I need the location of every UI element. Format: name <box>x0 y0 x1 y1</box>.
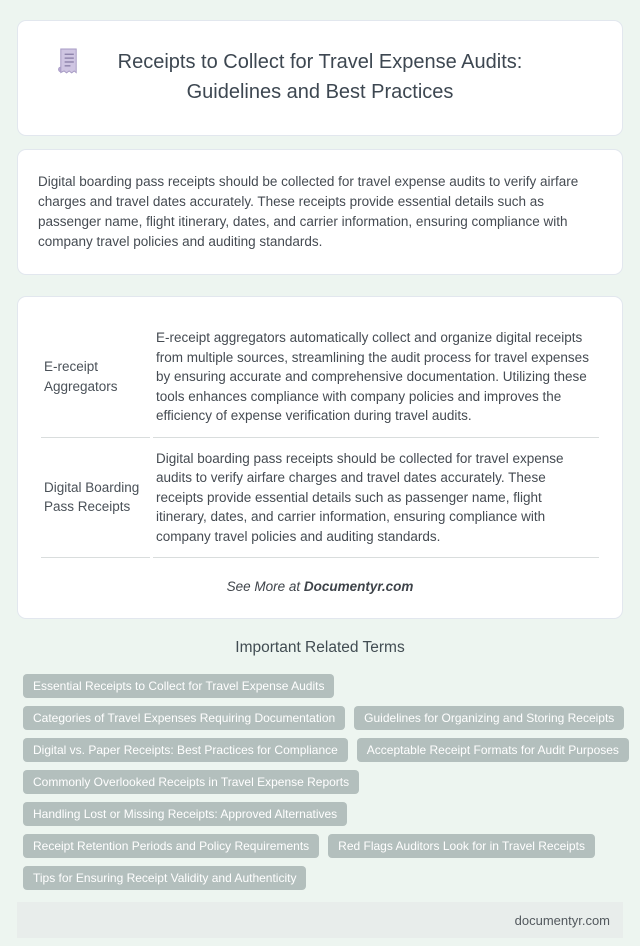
chip-row <box>23 834 617 858</box>
chip-row <box>23 674 617 698</box>
see-more-line <box>38 579 602 594</box>
footer-site-label: documentyr.com <box>514 912 610 928</box>
table-row <box>41 317 599 438</box>
description-cell: Digital boarding pass receipts should be collected for travel expense audits to verify airfare charges and travel dates accurately. These receipts provide essential details such as passenger name, flight itinerary, dates, and carrier information, ensuring compliance with company travel policies and auditing standards. <box>153 438 599 559</box>
related-term-chip[interactable]: Essential Receipts to Collect for Travel Expense Audits <box>23 674 334 698</box>
chip-row <box>23 802 617 826</box>
related-term-chip[interactable]: Digital vs. Paper Receipts: Best Practices for Compliance <box>23 738 348 762</box>
see-more-brand-link[interactable]: Documentyr.com <box>303 579 414 594</box>
related-terms-heading: Important Related Terms <box>235 639 405 656</box>
related-terms-list <box>17 674 623 890</box>
related-term-chip[interactable]: Red Flags Auditors Look for in Travel Receipts <box>328 834 595 858</box>
summary-text: Digital boarding pass receipts should be collected for travel expense audits to verify airfare charges and travel dates accurately. These receipts provide essential details such as passenger name, flight itinerary, dates, and carrier information, ensuring compliance with company travel policies and auditing standards. <box>38 174 579 249</box>
related-term-chip[interactable]: Commonly Overlooked Receipts in Travel Expense Reports <box>23 770 359 794</box>
chip-row <box>23 706 617 730</box>
term-cell: E-receipt Aggregators <box>41 317 150 438</box>
related-term-chip[interactable]: Categories of Travel Expenses Requiring Documentation <box>23 706 345 730</box>
header-card <box>17 20 623 136</box>
related-term-chip[interactable]: Receipt Retention Periods and Policy Requirements <box>23 834 319 858</box>
page-title: Receipts to Collect for Travel Expense Audits: Guidelines and Best Practices <box>117 51 523 103</box>
table-row <box>41 438 599 559</box>
related-term-chip[interactable]: Handling Lost or Missing Receipts: Approved Alternatives <box>23 802 347 826</box>
footer-bar <box>17 902 623 938</box>
see-more-prefix: See More at <box>226 579 304 594</box>
description-cell: E-receipt aggregators automatically collect and organize digital receipts from multiple sources, streamlining the audit process for travel expenses by ensuring accurate and comprehensive documentation. Utilizing these tools enhances compliance with company policies and improves the efficiency of expense verification during travel audits. <box>153 317 599 438</box>
term-cell: Digital Boarding Pass Receipts <box>41 438 150 559</box>
chip-row <box>23 866 617 890</box>
receipt-icon <box>56 48 81 75</box>
related-term-chip[interactable]: Acceptable Receipt Formats for Audit Purposes <box>357 738 629 762</box>
terms-table <box>38 317 602 558</box>
chip-row <box>23 770 617 794</box>
summary-card <box>17 149 623 275</box>
details-card <box>17 296 623 619</box>
related-term-chip[interactable]: Tips for Ensuring Receipt Validity and Authenticity <box>23 866 306 890</box>
related-term-chip[interactable]: Guidelines for Organizing and Storing Receipts <box>354 706 624 730</box>
chip-row <box>23 738 617 762</box>
